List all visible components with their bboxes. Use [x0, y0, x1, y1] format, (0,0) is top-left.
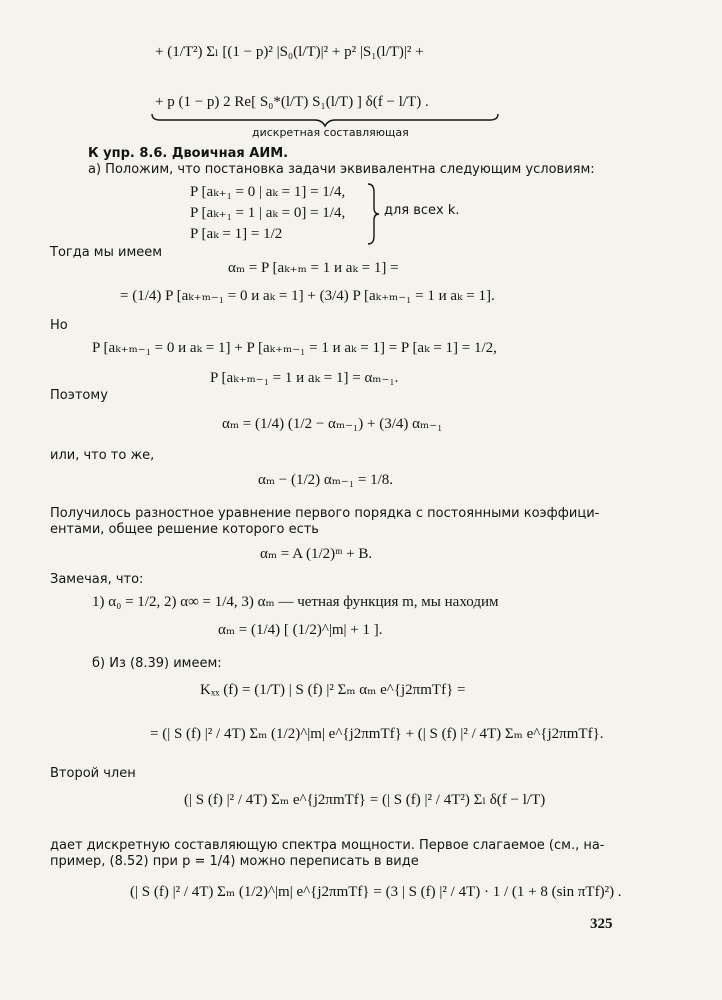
item-b: б) Из (8.39) имеем:: [92, 656, 222, 671]
then-we-have: Тогда мы имеем: [50, 245, 163, 260]
general-solution: αₘ = A (1/2)ᵐ + B.: [260, 546, 373, 562]
gives-text-1: дает дискретную составляющую спектра мощности. Первое слагаемое (см., на-: [50, 838, 605, 853]
condition-3: P [aₖ = 1] = 1/2: [190, 226, 283, 242]
alpha-definition: αₘ = P [aₖ₊ₘ = 1 и aₖ = 1] =: [228, 260, 399, 276]
second-term-label: Второй член: [50, 766, 136, 781]
recursion-1: αₘ = (1/4) (1/2 − αₘ₋₁) + (3/4) αₘ₋₁: [222, 416, 443, 432]
but-word: Но: [50, 318, 68, 333]
alpha-expansion: = (1/4) P [aₖ₊ₘ₋₁ = 0 и aₖ = 1] + (3/4) P [aₖ₊ₘ₋₁ = 1 и aₖ = 1].: [120, 288, 495, 304]
underbrace-label: дискретная составляющая: [252, 126, 409, 139]
page-number: 325: [590, 916, 613, 932]
therefore-word: Поэтому: [50, 388, 108, 403]
last-equation: (| S (f) |² / 4T) Σₘ (1/2)^|m| e^{j2πmTf} = (3 | S (f) |² / 4T) · 1 / (1 + 8 (sin πTf)²) .: [130, 884, 622, 900]
gives-text-2: пример, (8.52) при p = 1/4) можно переписать в виде: [50, 854, 419, 869]
or-same: или, что то же,: [50, 448, 155, 463]
sum-equation: P [aₖ₊ₘ₋₁ = 0 и aₖ = 1] + P [aₖ₊ₘ₋₁ = 1 и aₖ = 1] = P [aₖ = 1] = 1/2,: [92, 340, 497, 356]
kxx-line-2: = (| S (f) |² / 4T) Σₘ (1/2)^|m| e^{j2πmTf} + (| S (f) |² / 4T) Σₘ e^{j2πmTf}.: [150, 726, 604, 742]
formula-line-2: + p (1 − p) 2 Re[ S₀*(l/T) S₁(l/T) ] δ(f − l/T) .: [155, 94, 429, 110]
kxx-line-1: Kₓₓ (f) = (1/T) | S (f) |² Σₘ αₘ e^{j2πmTf} =: [200, 682, 466, 698]
item-a-intro: а) Положим, что постановка задачи эквивалентна следующим условиям:: [88, 162, 595, 177]
recursion-definition: P [aₖ₊ₘ₋₁ = 1 и aₖ = 1] = αₘ₋₁.: [210, 370, 399, 386]
second-term-equation: (| S (f) |² / 4T) Σₘ e^{j2πmTf} = (| S (f) |² / 4T²) Σₗ δ(f − l/T): [184, 792, 546, 808]
difference-equation-text-2: ентами, общее решение которого есть: [50, 522, 319, 537]
condition-1: P [aₖ₊₁ = 0 | aₖ = 1] = 1/4,: [190, 184, 346, 200]
alpha-final: αₘ = (1/4) [ (1/2)^|m| + 1 ].: [218, 622, 383, 638]
right-brace: [366, 182, 380, 246]
recursion-2: αₘ − (1/2) αₘ₋₁ = 1/8.: [258, 472, 394, 488]
section-title: К упр. 8.6. Двоичная АИМ.: [88, 146, 289, 161]
noting-word: Замечая, что:: [50, 572, 144, 587]
formula-line-1: + (1/T²) Σₗ [(1 − p)² |S₀(l/T)|² + p² |S₁(l/T)|² +: [155, 44, 424, 60]
conditions-note: для всех k.: [384, 203, 460, 218]
difference-equation-text-1: Получилось разностное уравнение первого порядка с постоянными коэффици-: [50, 506, 600, 521]
condition-2: P [aₖ₊₁ = 1 | aₖ = 0] = 1/4,: [190, 205, 346, 221]
facts-line: 1) α₀ = 1/2, 2) α∞ = 1/4, 3) αₘ — четная функция m, мы находим: [92, 594, 499, 610]
